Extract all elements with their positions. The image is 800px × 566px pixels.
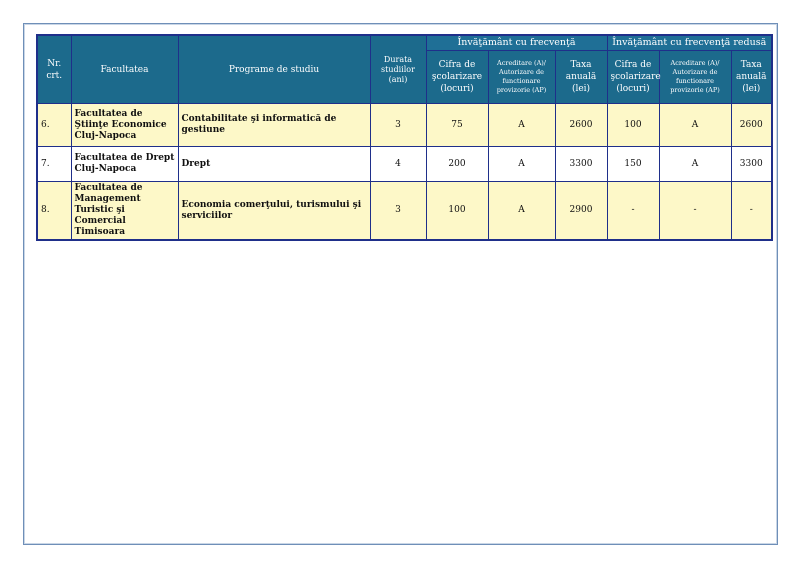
row-facultatea: Facultatea de Ştiinţe Economice Cluj-Napoca [71,104,178,147]
study-programs-table [36,34,773,241]
row-durata: 4 [370,147,426,182]
row-redusa-taxa: 3300 [731,147,772,182]
row-frecventa-taxa: 2900 [555,182,607,241]
row-nr: 7. [37,147,71,182]
row-durata: 3 [370,104,426,147]
table-row [37,147,772,182]
header-group-redusa: Învăţământ cu frecvenţă redusă [607,35,772,51]
row-redusa-taxa: - [731,182,772,241]
row-redusa-cifra: - [607,182,659,241]
row-program: Economia comerţului, turismului şi serviciilor [178,182,370,241]
row-facultatea: Facultatea de Management Turistic şi Comercial Timisoara [71,182,178,241]
row-frecventa-acreditare: A [488,104,555,147]
header-facultatea: Facultatea [71,35,178,104]
row-nr: 8. [37,182,71,241]
row-frecventa-acreditare: A [488,182,555,241]
row-frecventa-taxa: 3300 [555,147,607,182]
header-group-frecventa: Învăţământ cu frecvenţă [426,35,607,51]
row-redusa-acreditare: A [659,104,731,147]
row-facultatea: Facultatea de Drept Cluj-Napoca [71,147,178,182]
table-row [37,182,772,241]
row-redusa-cifra: 100 [607,104,659,147]
row-frecventa-cifra: 200 [426,147,488,182]
header-frecventa-cifra: Cifra de şcolarizare (locuri) [426,51,488,104]
table-row [37,104,772,147]
row-redusa-taxa: 2600 [731,104,772,147]
header-redusa-acreditare: Acreditare (A)/ Autorizare de functionare provizorie (AP) [659,51,731,104]
row-redusa-cifra: 150 [607,147,659,182]
row-frecventa-acreditare: A [488,147,555,182]
row-program: Drept [178,147,370,182]
row-frecventa-cifra: 75 [426,104,488,147]
header-frecventa-taxa: Taxa anuală (lei) [555,51,607,104]
header-frecventa-acreditare: Acreditare (A)/ Autorizare de functionare provizorie (AP) [488,51,555,104]
row-redusa-acreditare: A [659,147,731,182]
row-frecventa-cifra: 100 [426,182,488,241]
row-program: Contabilitate şi informatică de gestiune [178,104,370,147]
header-programe: Programe de studiu [178,35,370,104]
row-durata: 3 [370,182,426,241]
row-frecventa-taxa: 2600 [555,104,607,147]
row-redusa-acreditare: - [659,182,731,241]
header-durata: Durata studiilor (ani) [370,35,426,104]
header-redusa-cifra: Cifra de şcolarizare (locuri) [607,51,659,104]
row-nr: 6. [37,104,71,147]
header-redusa-taxa: Taxa anuală (lei) [731,51,772,104]
header-nr: Nr. crt. [37,35,71,104]
